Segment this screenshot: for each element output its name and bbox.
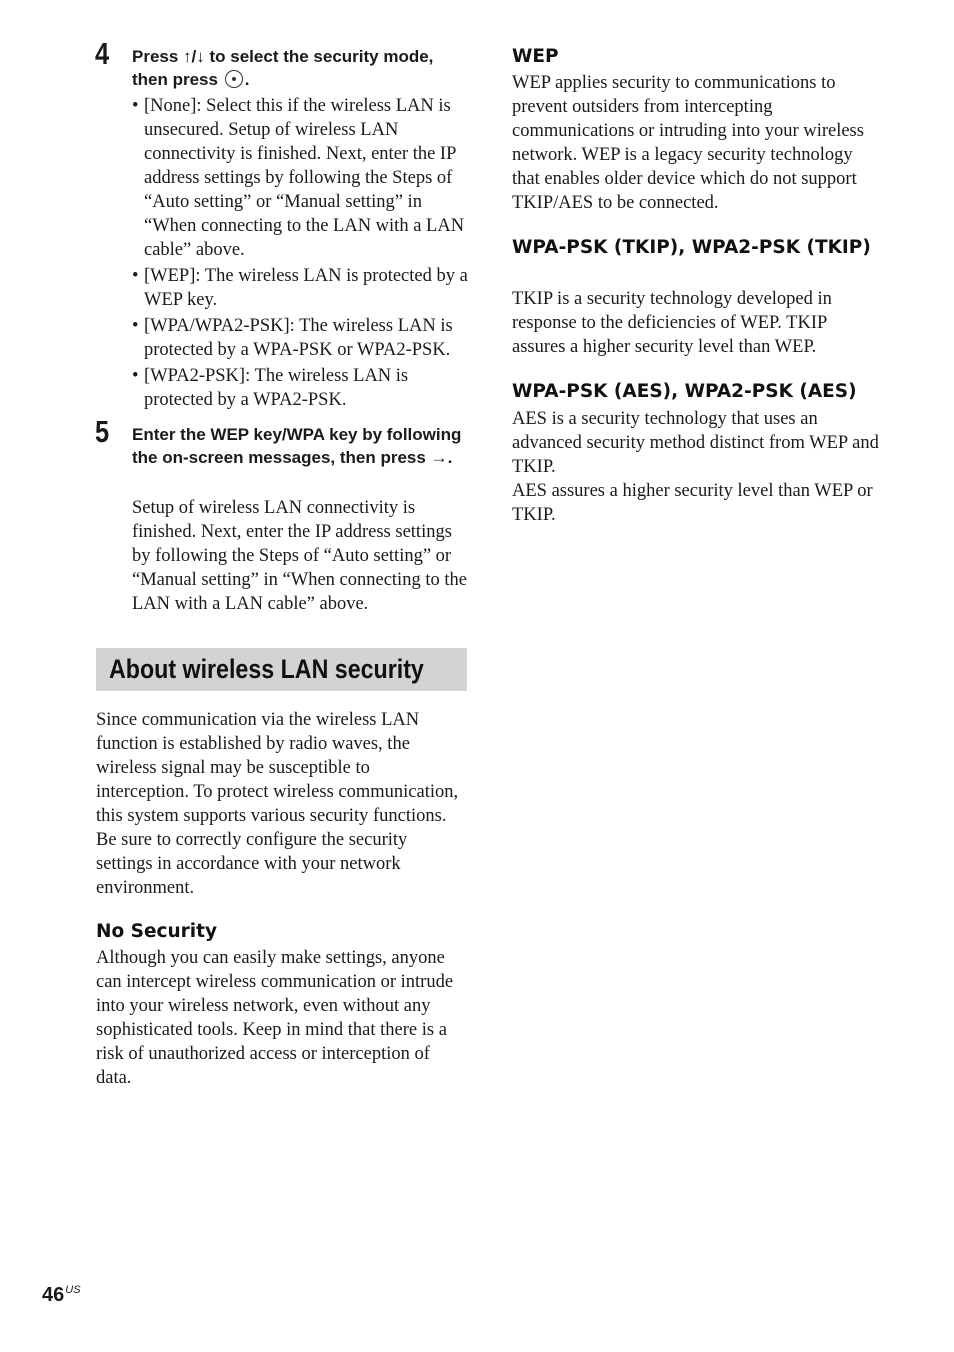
no-security-heading: No Security — [96, 921, 218, 942]
wep-body: WEP applies security to communications to prevent outsiders from intercepting communications or intruding into your wireless network. WEP is a legacy security technology that enables older device which do not support TKIP/AES to be connected. — [512, 73, 864, 213]
step-4-heading: Press ↑/↓ to select the security mode, then press . — [132, 47, 434, 89]
aes-body-2: AES assures a higher security level than WEP or TKIP. — [512, 481, 873, 525]
wep-heading: WEP — [512, 46, 559, 67]
step-5-heading: Enter the WEP key/WPA key by following the on-screen messages, then press →. — [132, 425, 462, 467]
section-intro: Since communication via the wireless LAN function is established by radio waves, the wireless signal may be susceptible to interception. To protect wireless communication, this system supports various security functions. Be sure to correctly configure the security settings in accordance with your network environment. — [96, 710, 459, 898]
tkip-body: TKIP is a security technology developed in response to the deficiencies of WEP. TKIP assures a higher security level than WEP. — [512, 289, 832, 357]
list-item: • [WPA/WPA2-PSK]: The wireless LAN is protected by a WPA-PSK or WPA2-PSK. — [132, 314, 472, 362]
region-code: US — [65, 1284, 81, 1296]
step-4-options-list — [132, 94, 472, 414]
section-heading-band — [96, 648, 467, 691]
step-5-body: Setup of wireless LAN connectivity is finished. Next, enter the IP address settings by following the Steps of “Auto setting” or “Manual setting” in “When connecting to the LAN with a LAN cable” above. — [132, 498, 467, 614]
step-4-number: 4 — [95, 36, 110, 71]
aes-heading: WPA-PSK (AES), WPA2-PSK (AES) — [512, 381, 857, 402]
section-title: About wireless LAN security — [109, 654, 424, 684]
list-item: • [WPA2-PSK]: The wireless LAN is protected by a WPA2-PSK. — [132, 364, 472, 412]
step-5-number: 5 — [95, 414, 110, 449]
no-security-body: Although you can easily make settings, anyone can intercept wireless communication or intrude into your wireless network, even without any sophisticated tools. Keep in mind that there is a risk of unauthorized access or interception of data. — [96, 948, 454, 1088]
up-down-arrows: ↑/↓ — [183, 47, 205, 66]
list-item: • [WEP]: The wireless LAN is protected by a WEP key. — [132, 264, 472, 312]
aes-body-1: AES is a security technology that uses an advanced security method distinct from WEP and TKIP. — [512, 409, 879, 477]
list-item: • [None]: Select this if the wireless LAN is unsecured. Setup of wireless LAN connectivity is finished. Next, enter the IP address settings by following the Steps of “Auto setting” or “Manual setting” in “When connecting to the LAN with a LAN cable” above. — [132, 94, 472, 262]
tkip-heading: WPA-PSK (TKIP), WPA2-PSK (TKIP) — [512, 237, 871, 258]
page-number: $46^{US}$ — [42, 1284, 81, 1306]
enter-circle-icon — [225, 70, 243, 88]
